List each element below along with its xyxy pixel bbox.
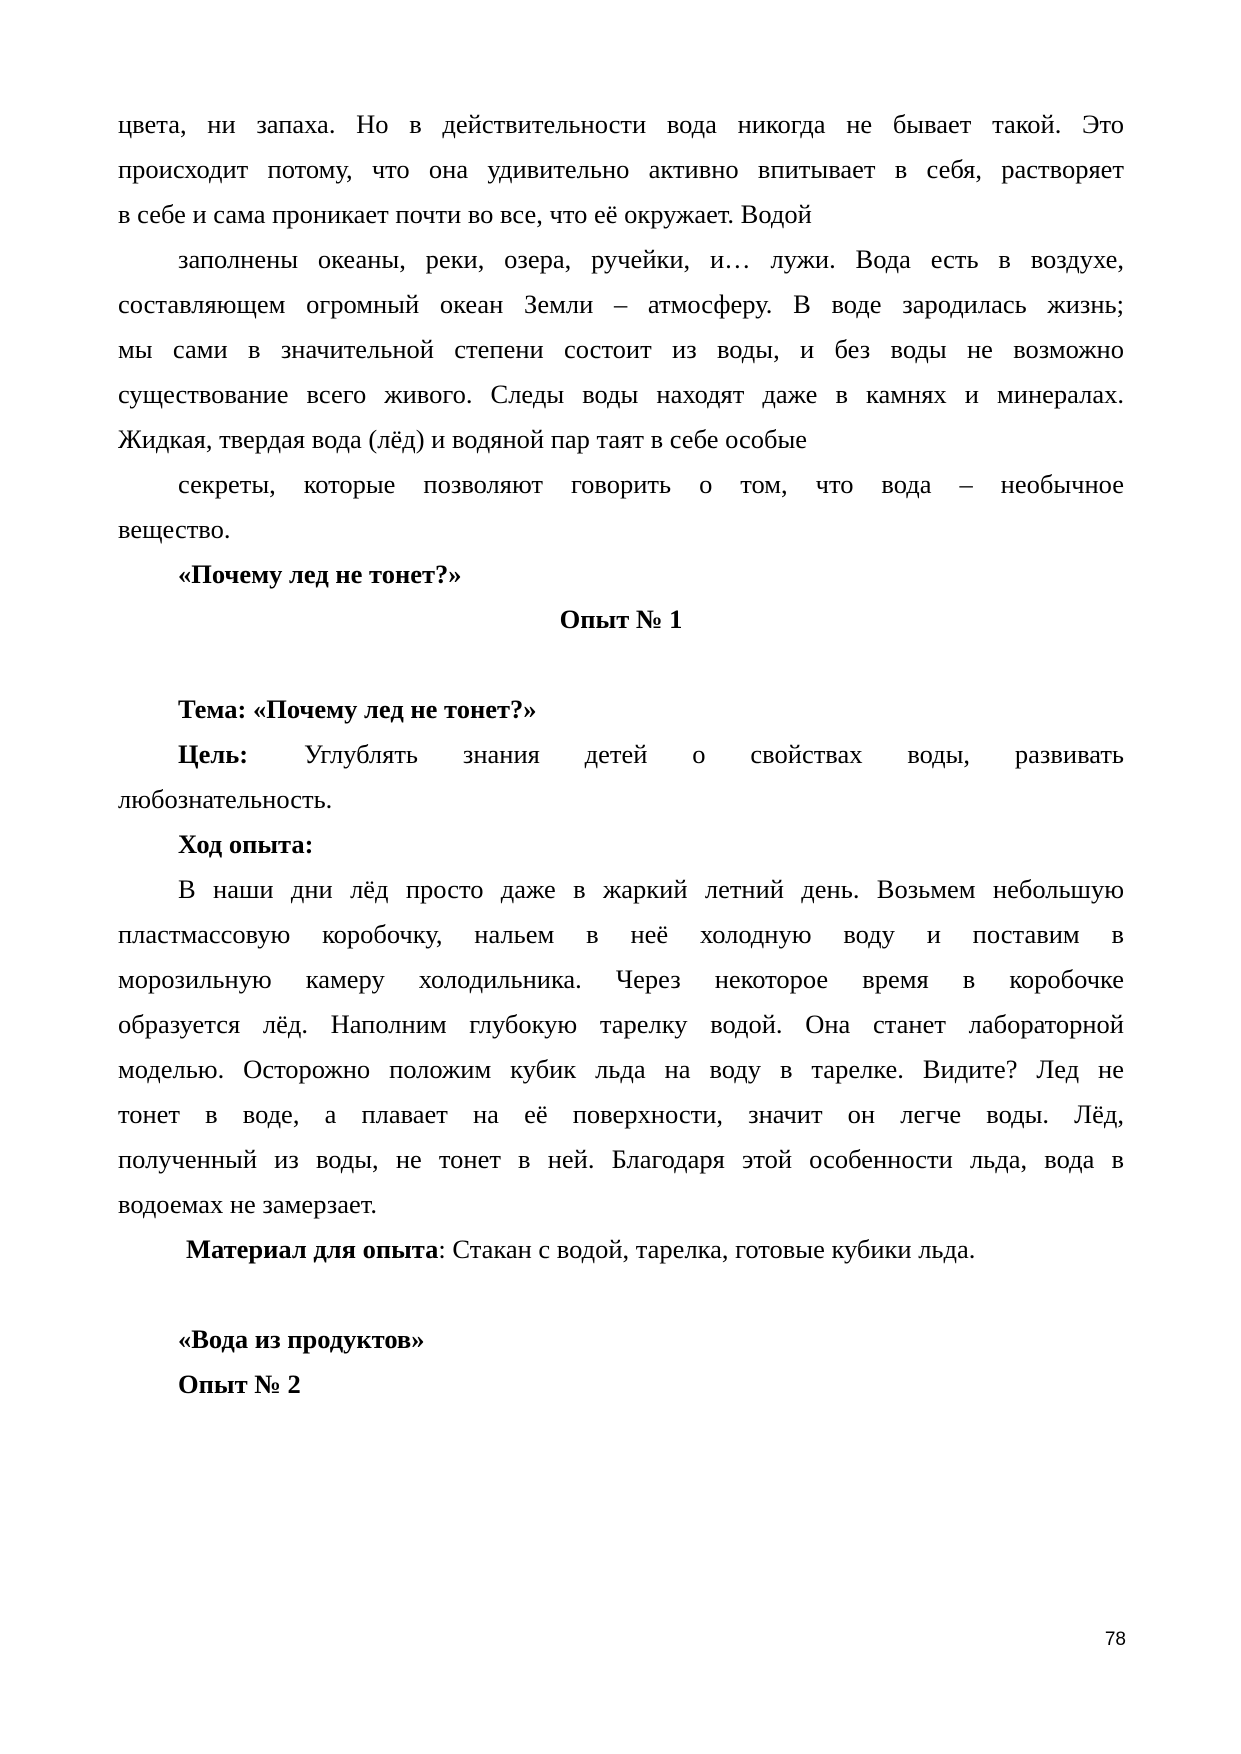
experiment-2-title: «Вода из продуктов» xyxy=(178,1324,425,1354)
text-line: Жидкая, твердая вода (лёд) и водяной пар таят в себе особые xyxy=(118,424,808,454)
text-line: мы сами в значительной степени состоит из воды, и без воды не возможно xyxy=(118,334,1124,364)
experiment-1-heading: Опыт № 1 xyxy=(559,604,683,634)
topic-value: «Почему лед не тонет?» xyxy=(253,694,537,724)
procedure-label: Ход опыта: xyxy=(178,829,314,859)
goal-line xyxy=(178,729,1124,779)
text-line: образуется лёд. Наполним глубокую тарелку водой. Она станет лабораторной xyxy=(118,1009,1124,1039)
text-line: секреты, которые позволяют говорить о том, что вода – необычное xyxy=(178,469,1124,499)
text-line: существование всего живого. Следы воды находят даже в камнях и минералах. xyxy=(118,379,1124,409)
text-line: заполнены океаны, реки, озера, ручейки, и… лужи. Вода есть в воздухе, xyxy=(178,244,1124,274)
material-label: Материал для опыта xyxy=(186,1234,439,1264)
text-line: цвета, ни запаха. Но в действительности вода никогда не бывает такой. Это xyxy=(118,109,1124,139)
material-value: : Стакан с водой, тарелка, готовые кубики льда. xyxy=(438,1234,976,1264)
text-line: вещество. xyxy=(118,514,231,544)
text-line: морозильную камеру холодильника. Через некоторое время в коробочке xyxy=(118,964,1124,994)
topic-label: Тема: xyxy=(178,694,247,724)
goal-label: Цель: xyxy=(178,739,249,769)
text-line: составляющем огромный океан Земли – атмосферу. В воде зародилась жизнь; xyxy=(118,289,1124,319)
material-line xyxy=(186,1224,1124,1274)
page-number: 78 xyxy=(1104,1629,1126,1650)
text-line: пластмассовую коробочку, нальем в неё холодную воду и поставим в xyxy=(118,919,1124,949)
text-line: в себе и сама проникает почти во все, что её окружает. Водой xyxy=(118,199,812,229)
text-line: происходит потому, что она удивительно активно впитывает в себя, растворяет xyxy=(118,154,1124,184)
text-line: полученный из воды, не тонет в ней. Благодаря этой особенности льда, вода в xyxy=(118,1144,1124,1174)
text-line: любознательность. xyxy=(118,784,333,814)
experiment-1-title: «Почему лед не тонет?» xyxy=(178,559,462,589)
topic-line xyxy=(178,684,1124,734)
text-line: тонет в воде, а плавает на её поверхности, значит он легче воды. Лёд, xyxy=(118,1099,1124,1129)
goal-text: Углублять знания детей о свойствах воды, развивать xyxy=(304,739,1124,769)
text-line: моделью. Осторожно положим кубик льда на воду в тарелке. Видите? Лед не xyxy=(118,1054,1124,1084)
text-line: В наши дни лёд просто даже в жаркий летний день. Возьмем небольшую xyxy=(178,874,1124,904)
experiment-2-heading: Опыт № 2 xyxy=(178,1369,301,1399)
text-line: водоемах не замерзает. xyxy=(118,1189,377,1219)
